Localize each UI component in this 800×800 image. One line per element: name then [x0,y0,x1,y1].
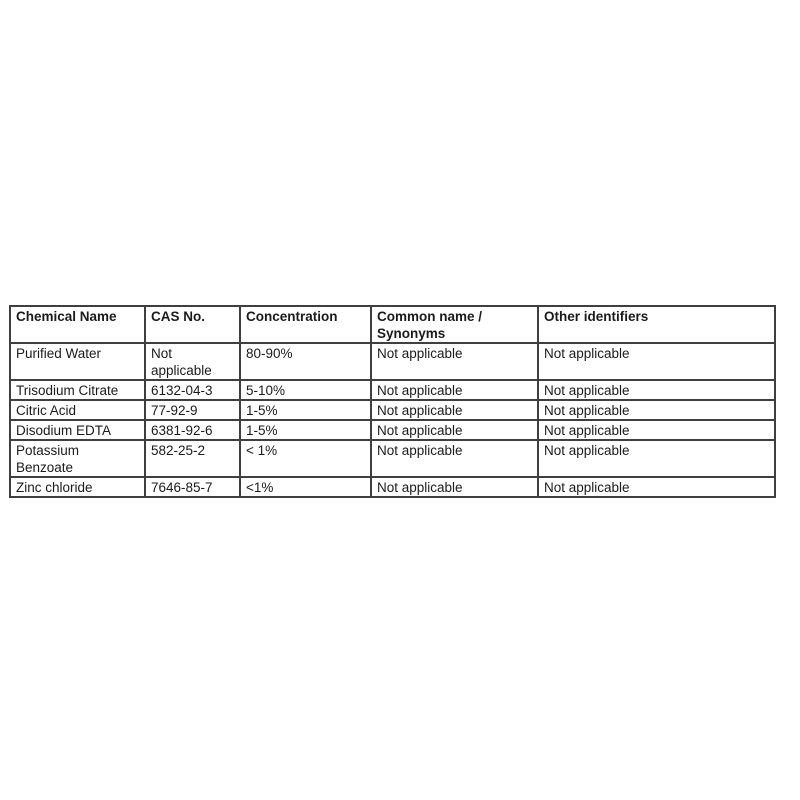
cell-common-name-synonyms: Not applicable [371,343,538,380]
chemical-composition-table-container [9,305,774,498]
cell-chemical-name: Citric Acid [10,400,145,420]
cell-cas-no: 6381-92-6 [145,420,240,440]
cell-chemical-name: Potassium Benzoate [10,440,145,477]
cell-chemical-name: Purified Water [10,343,145,380]
cell-cas-no: 6132-04-3 [145,380,240,400]
cell-common-name-synonyms: Not applicable [371,440,538,477]
table-row [10,477,775,497]
cell-other-identifiers: Not applicable [538,420,775,440]
cell-cas-no: 582-25-2 [145,440,240,477]
cell-other-identifiers: Not applicable [538,400,775,420]
table-body [10,343,775,497]
cell-cas-no: Not applicable [145,343,240,380]
column-header-common-name-synonyms: Common name / Synonyms [371,306,538,343]
cell-concentration: 5-10% [240,380,371,400]
column-header-concentration: Concentration [240,306,371,343]
table-row [10,400,775,420]
cell-concentration: 1-5% [240,420,371,440]
table-row [10,440,775,477]
cell-cas-no: 7646-85-7 [145,477,240,497]
cell-cas-no: 77-92-9 [145,400,240,420]
cell-concentration: <1% [240,477,371,497]
cell-chemical-name: Zinc chloride [10,477,145,497]
cell-concentration: 1-5% [240,400,371,420]
table-header-row [10,306,775,343]
cell-other-identifiers: Not applicable [538,343,775,380]
cell-concentration: < 1% [240,440,371,477]
column-header-other-identifiers: Other identifiers [538,306,775,343]
table-row [10,380,775,400]
cell-common-name-synonyms: Not applicable [371,380,538,400]
cell-other-identifiers: Not applicable [538,380,775,400]
cell-concentration: 80-90% [240,343,371,380]
cell-common-name-synonyms: Not applicable [371,477,538,497]
column-header-chemical-name: Chemical Name [10,306,145,343]
table-row [10,343,775,380]
column-header-cas-no: CAS No. [145,306,240,343]
table-row [10,420,775,440]
cell-other-identifiers: Not applicable [538,440,775,477]
cell-other-identifiers: Not applicable [538,477,775,497]
cell-chemical-name: Disodium EDTA [10,420,145,440]
cell-chemical-name: Trisodium Citrate [10,380,145,400]
cell-common-name-synonyms: Not applicable [371,420,538,440]
cell-common-name-synonyms: Not applicable [371,400,538,420]
chemical-composition-table [9,305,776,498]
